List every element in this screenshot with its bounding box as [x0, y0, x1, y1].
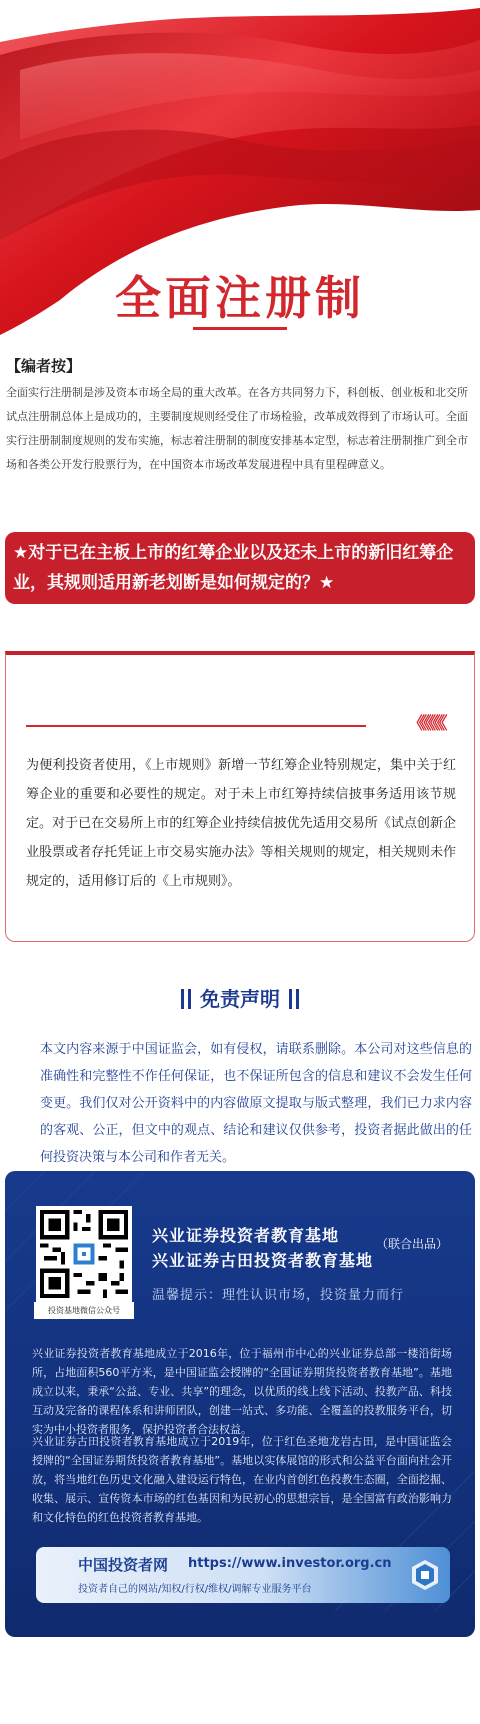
disclaimer-title-text: 免责声明 — [200, 987, 280, 1011]
gutian-base-intro: 兴业证券古田投资者教育基地成立于2019年，位于红色圣地龙岩古田，是中国证监会授牌的“全国证券期货投资者教育基地”。基地以实体展馆的形式和公益平台面向社会开放，将当地红色历史文化融入建设运行特色，在业内首创红色投教生态圈，全面挖掘、收集、展示、宣传资本市场的红色基因和为民初心的思想宗旨，是全国富有政治影响力和文化特色的红色投资者教育基地。 — [32, 1435, 452, 1524]
hero-section — [0, 0, 480, 340]
joint-production-label: （联合出品） — [376, 1237, 449, 1251]
investment-tip: 温馨提示：理性认识市场，投资量力而行 — [152, 1288, 405, 1303]
banner-brand: 中国投资者网 — [78, 1556, 169, 1574]
banner-slogan: 投资者自己的网站/知权/行权/维权/调解专业服务平台 — [78, 1584, 312, 1595]
title-bar-right-inner — [289, 989, 292, 1009]
editor-note-heading: 【编者按】 — [6, 357, 82, 375]
investor-education-card — [5, 1171, 475, 1637]
base-name-xingye: 兴业证券投资者教育基地 — [152, 1226, 340, 1245]
qr-code[interactable] — [36, 1206, 132, 1302]
title-bar-right — [296, 989, 299, 1009]
page-title: 全面注册制 — [115, 271, 365, 325]
title-underline — [193, 327, 287, 330]
base-name-gutian: 兴业证券古田投资者教育基地 — [152, 1251, 374, 1270]
investor-network-banner[interactable] — [36, 1547, 450, 1603]
question-banner: ★对于已在主板上市的红筹企业以及还未上市的新旧红筹企业，其规则适用新老划断是如何规定的？★ — [5, 532, 475, 604]
title-bar-left-inner — [188, 989, 191, 1009]
investor-network-logo-icon — [410, 1559, 440, 1591]
xingye-base-intro: 兴业证券投资者教育基地成立于2016年，位于福州市中心的兴业证券总部一楼沿街场所，占地面积560平方米，是中国证监会授牌的“全国证券期货投资者教育基地”。基地成立以来，秉承“公益、专业、共享”的理念，以优质的线上线下活动、投教产品、科技互动及完备的课程体系和讲师团队，创建一站式、多功能、全覆盖的投教服务平台，切实为中小投资者服务，保护投资者合法权益。 — [32, 1347, 452, 1436]
qr-caption: 投资基地微信公众号 — [34, 1302, 134, 1319]
title-bar-left — [181, 989, 184, 1009]
editor-note-body: 全面实行注册制是涉及资本市场全局的重大改革。在各方共同努力下，科创板、创业板和北交所试点注册制总体上是成功的，主要制度规则经受住了市场检验，改革成效得到了市场认可。全面实行注册制制度规则的发布实施，标志着注册制的制度安排基本定型，标志着注册制推广到全市场和各类公开发行股票行为，在中国资本市场改革发展进程中具有里程碑意义。 — [6, 386, 468, 471]
qr-code-image — [40, 1210, 128, 1298]
disclaimer-title — [0, 983, 480, 1012]
disclaimer-body: 本文内容来源于中国证监会，如有侵权，请联系删除。本公司对这些信息的准确性和完整性不作任何保证，也不保证所包含的信息和建议不会发生任何变更。我们仅对公开资料中的内容做原文提取与版式整理，我们已力求内容的客观、公正，但文中的观点、结论和建议仅供参考，投资者据此做出的任何投资决策与本公司和作者无关。 — [40, 1042, 472, 1165]
answer-box — [5, 651, 475, 942]
answer-divider — [26, 725, 366, 727]
answer-text: 为便利投资者使用，《上市规则》新增一节红筹企业特别规定，集中关于红筹企业的重要和必要性的规定。对于未上市红筹持续信披事务适用该节规定。对于已在交易所上市的红筹企业持续信披优先适用交易所《试点创新企业股票或者存托凭证上市交易实施办法》等相关规则的规定，相关规则未作规定的，适用修订后的《上市规则》。 — [26, 758, 456, 889]
chevron-left-icon: 《《《《《《 — [408, 714, 444, 734]
banner-url-link[interactable]: https://www.investor.org.cn — [188, 1556, 392, 1571]
